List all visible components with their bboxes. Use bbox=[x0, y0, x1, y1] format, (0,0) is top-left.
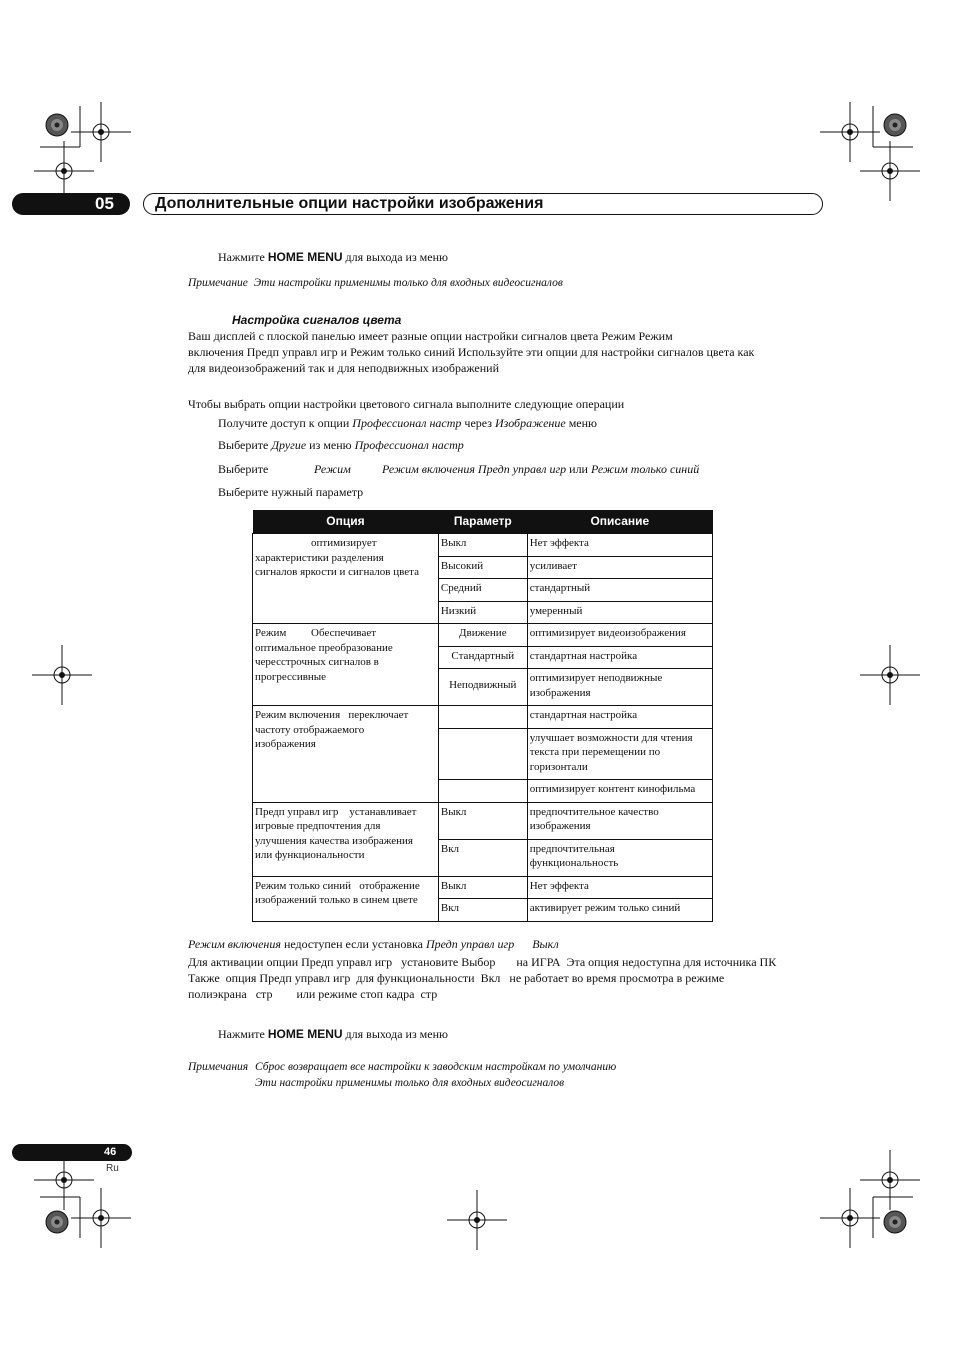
parameter-cell: Выкл bbox=[438, 802, 527, 839]
step-3-options bbox=[382, 461, 699, 477]
parameter-cell: Стандартный bbox=[438, 646, 527, 669]
option-ref: Режим включения Предп управл игр bbox=[382, 462, 567, 476]
language-code: Ru bbox=[106, 1163, 119, 1174]
step-3 bbox=[218, 461, 268, 477]
description-text: изображения bbox=[529, 820, 591, 832]
option-text: или функциональности bbox=[255, 849, 365, 861]
step-exit-menu-top bbox=[218, 249, 448, 265]
table-header-row bbox=[253, 510, 713, 534]
option-text: Режим Обеспечивает bbox=[255, 627, 377, 639]
step-text: для выхода из меню bbox=[342, 1027, 448, 1041]
availability-note bbox=[188, 936, 559, 952]
column-header-parameter: Параметр bbox=[438, 510, 527, 534]
note-top bbox=[188, 275, 563, 291]
description-text: оптимизирует неподвижные bbox=[529, 672, 663, 684]
body-line: Для активации опции Предп управл игр установите Выбор на ИГРА Эта опция недоступна для источника ПК bbox=[188, 955, 777, 969]
option-text: чересстрочных сигналов в bbox=[255, 656, 379, 668]
crosshair-icon bbox=[447, 1190, 507, 1250]
description-text: предпочтительное качество bbox=[529, 805, 659, 818]
crosshair-icon bbox=[860, 141, 920, 201]
option-text: характеристики разделения bbox=[255, 551, 384, 564]
menu-ref: Изображение bbox=[495, 416, 566, 430]
option-cell bbox=[253, 624, 439, 706]
description-cell: активирует режим только синий bbox=[527, 899, 712, 922]
step-text: меню bbox=[565, 416, 597, 430]
menu-ref: Другие bbox=[271, 438, 307, 452]
crosshair-icon bbox=[32, 645, 92, 705]
body-line: Также опция Предп управл игр для функциональности Вкл не работает во время просмотра в режиме bbox=[188, 971, 725, 985]
parameter-cell: Низкий bbox=[438, 601, 527, 624]
description-cell: Нет эффекта bbox=[527, 876, 712, 899]
parameter-cell: Средний bbox=[438, 579, 527, 602]
option-cell bbox=[253, 876, 439, 921]
description-cell bbox=[527, 839, 712, 876]
section-heading: Настройка сигналов цвета bbox=[232, 313, 402, 327]
page-number: 46 bbox=[104, 1146, 117, 1158]
table-row bbox=[253, 624, 713, 647]
home-menu-key: HOME MENU bbox=[267, 1027, 343, 1041]
parameter-cell: Вкл bbox=[438, 839, 527, 876]
table-row bbox=[253, 802, 713, 839]
description-cell: оптимизирует контент кинофильма bbox=[527, 780, 712, 803]
chapter-title: Дополнительные опции настройки изображения bbox=[155, 195, 544, 212]
parameter-cell: Вкл bbox=[438, 899, 527, 922]
option-ref: Выкл bbox=[514, 937, 559, 951]
crosshair-icon bbox=[860, 1150, 920, 1210]
column-header-description: Описание bbox=[527, 510, 712, 534]
option-cell bbox=[253, 802, 439, 876]
chapter-number: 05 bbox=[95, 194, 114, 213]
description-text: предпочтительная bbox=[529, 842, 615, 855]
parameter-cell: Движение bbox=[438, 624, 527, 647]
parameter-cell bbox=[438, 706, 527, 729]
step-text: для выхода из меню bbox=[342, 250, 448, 264]
color-target-icon bbox=[884, 1211, 906, 1233]
option-cell bbox=[253, 706, 439, 803]
body-line: полиэкрана стр или режиме стоп кадра стр bbox=[188, 987, 438, 1001]
option-ref: Предп управл игр bbox=[425, 937, 515, 951]
color-target-icon bbox=[46, 114, 68, 136]
intro-line: включения Предп управл игр и Режим только синий Используйте эти опции для настройки сигналов цвета как bbox=[188, 345, 755, 359]
option-text: прогрессивные bbox=[255, 670, 327, 683]
step-text: Нажмите bbox=[218, 250, 268, 264]
description-text: изображения bbox=[529, 686, 591, 699]
option-ref: Режим только синий bbox=[590, 462, 700, 476]
description-cell bbox=[527, 728, 712, 780]
description-cell: усиливает bbox=[527, 556, 712, 579]
parameter-cell: Неподвижный bbox=[438, 669, 527, 706]
notes-label: Примечания bbox=[188, 1061, 249, 1073]
step-text: из меню bbox=[306, 438, 355, 452]
option-text: улучшения качества изображения bbox=[255, 834, 413, 847]
description-text: функциональность bbox=[529, 857, 619, 869]
step-text: Нажмите bbox=[218, 1027, 268, 1041]
step-1 bbox=[218, 415, 597, 431]
option-ref: Режим включения bbox=[188, 937, 281, 951]
intro-line: для видеоизображений так и для неподвижных изображений bbox=[188, 361, 500, 375]
description-cell: Нет эффекта bbox=[527, 534, 712, 557]
description-cell: стандартная настройка bbox=[527, 706, 712, 729]
option-ref: Режим bbox=[314, 462, 351, 476]
note-item: Сброс возвращает все настройки к заводским настройкам по умолчанию bbox=[255, 1061, 617, 1073]
table-row bbox=[253, 876, 713, 899]
description-cell bbox=[527, 802, 712, 839]
step-text: через bbox=[461, 416, 495, 430]
description-text: горизонтали bbox=[529, 760, 588, 773]
intro-line: Ваш дисплей с плоской панелью имеет разные опции настройки сигналов цвета Режим Режим bbox=[188, 329, 673, 343]
option-text: изображения bbox=[255, 738, 316, 750]
option-cell bbox=[253, 534, 439, 624]
options-table bbox=[252, 510, 713, 922]
procedure-intro: Чтобы выбрать опции настройки цветового сигнала выполните следующие операции bbox=[188, 397, 625, 411]
option-text: частоту отображаемого bbox=[255, 723, 365, 736]
parameter-cell bbox=[438, 780, 527, 803]
description-text: текста при перемещении по bbox=[529, 746, 661, 758]
step-exit-menu-bottom bbox=[218, 1026, 448, 1042]
color-target-icon bbox=[884, 114, 906, 136]
option-text: Режим только синий отображение bbox=[255, 879, 420, 892]
parameter-cell bbox=[438, 728, 527, 780]
description-cell bbox=[527, 669, 712, 706]
option-text: оптимальное преобразование bbox=[255, 641, 393, 654]
menu-ref: Профессионал настр bbox=[354, 438, 464, 452]
parameter-cell: Выкл bbox=[438, 534, 527, 557]
crosshair-icon bbox=[820, 1188, 880, 1248]
menu-ref: Профессионал настр bbox=[352, 416, 462, 430]
step-4: Выберите нужный параметр bbox=[218, 485, 364, 499]
step-text: или bbox=[566, 462, 591, 476]
option-text: Предп управл игр устанавливает bbox=[255, 805, 417, 818]
description-cell: стандартный bbox=[527, 579, 712, 602]
note-item: Эти настройки применимы только для входных видеосигналов bbox=[255, 1077, 565, 1089]
table-row bbox=[253, 706, 713, 729]
column-header-option: Опция bbox=[253, 510, 439, 534]
note-text: недоступен если установка bbox=[280, 937, 426, 951]
note-text: Эти настройки применимы только для входных видеосигналов bbox=[253, 277, 563, 289]
step-text: Получите доступ к опции bbox=[218, 416, 353, 430]
parameter-cell: Высокий bbox=[438, 556, 527, 579]
crosshair-icon bbox=[820, 102, 880, 162]
step-text: Выберите bbox=[218, 438, 272, 452]
note-label: Примечание bbox=[188, 277, 248, 289]
description-cell: стандартная настройка bbox=[527, 646, 712, 669]
description-cell: оптимизирует видеоизображения bbox=[527, 624, 712, 647]
option-text: Режим включения переключает bbox=[255, 709, 409, 721]
description-cell: умеренный bbox=[527, 601, 712, 624]
table-row bbox=[253, 534, 713, 557]
option-text: оптимизирует bbox=[311, 537, 377, 549]
option-text: изображений только в синем цвете bbox=[255, 894, 418, 906]
option-text: игровые предпочтения для bbox=[255, 820, 381, 832]
description-text: улучшает возможности для чтения bbox=[529, 731, 693, 744]
step-2 bbox=[218, 437, 464, 453]
step-text: Выберите bbox=[218, 462, 269, 476]
home-menu-key: HOME MENU bbox=[267, 250, 343, 264]
color-target-icon bbox=[46, 1211, 68, 1233]
crosshair-icon bbox=[34, 141, 94, 201]
parameter-cell: Выкл bbox=[438, 876, 527, 899]
crosshair-icon bbox=[860, 645, 920, 705]
option-text: сигналов яркости и сигналов цвета bbox=[255, 566, 419, 578]
